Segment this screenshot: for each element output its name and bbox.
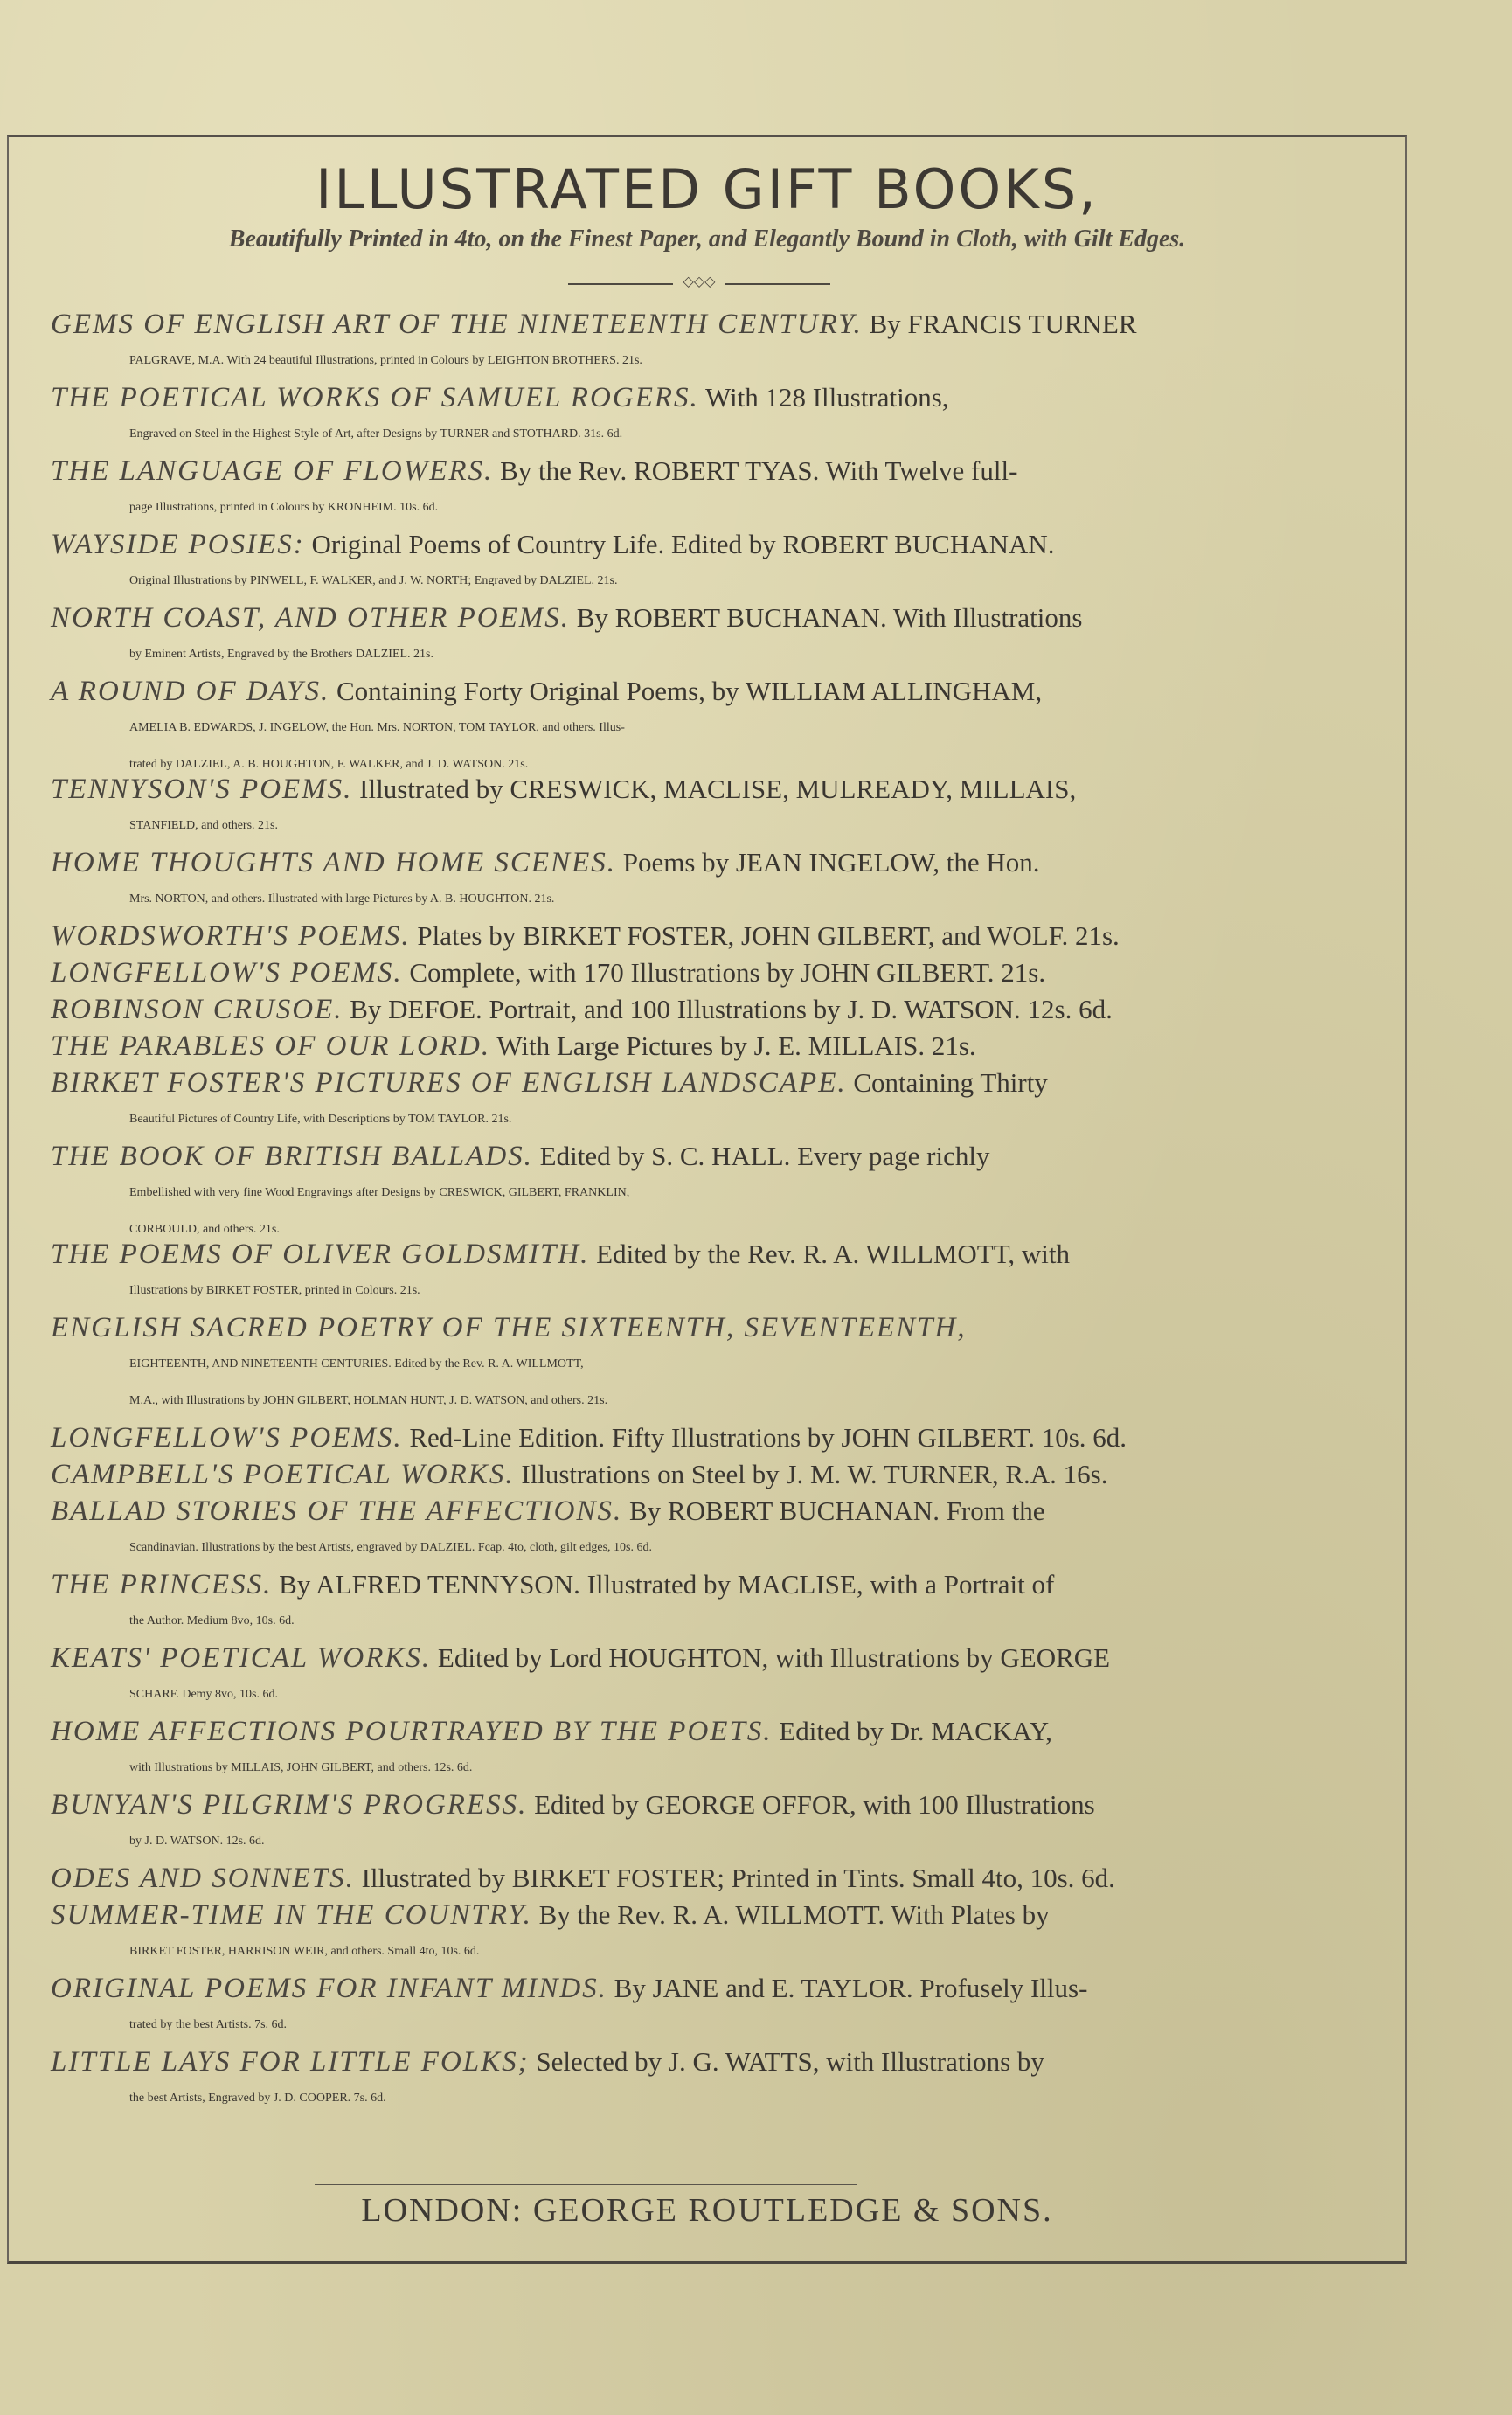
book-title: BALLAD STORIES OF THE AFFECTIONS.: [51, 1495, 623, 1527]
entry-first-line: [51, 844, 1362, 881]
book-entry: [51, 991, 1362, 1028]
page-title: ILLUSTRATED GIFT BOOKS,: [316, 157, 1099, 221]
book-description: Red-Line Edition. Fifty Illustrations by JOHN GILBERT. 10s. 6d.: [409, 1422, 1127, 1453]
book-description-continued: by Eminent Artists, Engraved by the Brothers DALZIEL. 21s.: [129, 648, 433, 661]
entry-first-line: [51, 1138, 1362, 1175]
book-entry: [51, 1028, 1362, 1065]
book-entry: [51, 379, 1362, 453]
book-title: BIRKET FOSTER'S PICTURES OF ENGLISH LANDSCAPE.: [51, 1067, 847, 1099]
book-title: THE LANGUAGE OF FLOWERS.: [51, 455, 494, 487]
entry-first-line: [51, 526, 1362, 563]
book-entry: [51, 1493, 1362, 1566]
book-entry: [51, 1456, 1362, 1493]
book-entry: [51, 1309, 1362, 1419]
book-entry: [51, 1138, 1362, 1248]
book-description: By the Rev. R. A. WILLMOTT. With Plates by: [538, 1899, 1050, 1930]
book-entry: [51, 1970, 1362, 2044]
book-title: TENNYSON'S POEMS.: [51, 774, 353, 805]
book-description: Edited by GEORGE OFFOR, with 100 Illustrations: [534, 1789, 1095, 1820]
ornament-icon: ◇◇◇: [683, 274, 716, 289]
book-title: THE POETICAL WORKS OF SAMUEL ROGERS.: [51, 382, 699, 413]
book-title: BUNYAN'S PILGRIM'S PROGRESS.: [51, 1789, 528, 1821]
book-description-continued: by J. D. WATSON. 12s. 6d.: [129, 1835, 265, 1848]
book-entry: [51, 306, 1362, 379]
entry-first-line: [51, 1236, 1362, 1273]
book-description: By FRANCIS TURNER: [869, 309, 1137, 339]
book-entry: [51, 1860, 1362, 1897]
footer-rule: [315, 2184, 857, 2185]
book-description: Containing Forty Original Poems, by WILLIAM ALLINGHAM,: [336, 676, 1043, 706]
book-description-continued: Mrs. NORTON, and others. Illustrated with large Pictures by A. B. HOUGHTON. 21s.: [129, 892, 555, 906]
entry-first-line: [51, 1493, 1362, 1530]
entry-first-line: [51, 1419, 1362, 1456]
book-description: By JANE and E. TAYLOR. Profusely Illus-: [614, 1973, 1088, 2003]
book-entry: [51, 673, 1362, 783]
book-description: Selected by J. G. WATTS, with Illustrations by: [536, 2046, 1044, 2077]
book-description-continued: SCHARF. Demy 8vo, 10s. 6d.: [129, 1688, 279, 1701]
entry-first-line: [51, 600, 1362, 636]
entry-first-line: [51, 306, 1362, 343]
book-entry: [51, 1065, 1362, 1138]
book-title: THE POEMS OF OLIVER GOLDSMITH.: [51, 1239, 590, 1270]
book-entry: [51, 1640, 1362, 1713]
book-description-continued: BIRKET FOSTER, HARRISON WEIR, and others. Small 4to, 10s. 6d.: [129, 1945, 480, 1958]
book-description: Edited by Dr. MACKAY,: [779, 1716, 1052, 1746]
book-description: Edited by Lord HOUGHTON, with Illustrations by GEORGE: [437, 1642, 1111, 1673]
book-description: Edited by S. C. HALL. Every page richly: [539, 1141, 990, 1171]
book-title: ODES AND SONNETS.: [51, 1863, 355, 1894]
book-description: Illustrated by BIRKET FOSTER; Printed in Tints. Small 4to, 10s. 6d.: [361, 1863, 1115, 1893]
book-title: A ROUND OF DAYS.: [51, 676, 330, 707]
book-entry: [51, 1236, 1362, 1309]
entry-first-line: [51, 1566, 1362, 1603]
book-description: Poems by JEAN INGELOW, the Hon.: [622, 847, 1040, 878]
book-description-continued: Beautiful Pictures of Country Life, with Descriptions by TOM TAYLOR. 21s.: [129, 1113, 512, 1126]
entry-first-line: [51, 379, 1362, 416]
book-entry: [51, 771, 1362, 844]
book-description: Plates by BIRKET FOSTER, JOHN GILBERT, and WOLF. 21s.: [417, 920, 1120, 951]
book-title: SUMMER-TIME IN THE COUNTRY.: [51, 1899, 532, 1931]
entry-first-line: [51, 1787, 1362, 1823]
book-title: HOME THOUGHTS AND HOME SCENES.: [51, 847, 616, 878]
book-title: THE PRINCESS.: [51, 1569, 273, 1600]
book-title: ORIGINAL POEMS FOR INFANT MINDS.: [51, 1973, 607, 2004]
book-entry: [51, 844, 1362, 918]
entry-first-line: [51, 1065, 1362, 1101]
book-title: ROBINSON CRUSOE.: [51, 994, 343, 1025]
book-title: NORTH COAST, AND OTHER POEMS.: [51, 602, 570, 634]
book-description-continued: the best Artists, Engraved by J. D. COOPER. 7s. 6d.: [129, 2092, 386, 2105]
book-title: ENGLISH SACRED POETRY OF THE SIXTEENTH, SEVENTEENTH,: [51, 1312, 967, 1343]
book-title: THE BOOK OF BRITISH BALLADS.: [51, 1141, 533, 1172]
entry-first-line: [51, 918, 1362, 954]
book-entry: [51, 1419, 1362, 1456]
book-description: Edited by the Rev. R. A. WILLMOTT, with: [596, 1239, 1070, 1269]
book-description-continued: trated by the best Artists. 7s. 6d.: [129, 2018, 288, 2031]
book-entry: [51, 954, 1362, 991]
book-description-continued: AMELIA B. EDWARDS, J. INGELOW, the Hon. Mrs. NORTON, TOM TAYLOR, and others. Illus-: [129, 721, 625, 734]
book-description: Illustrated by CRESWICK, MACLISE, MULREADY, MILLAIS,: [359, 774, 1077, 804]
book-description-continued: Illustrations by BIRKET FOSTER, printed in Colours. 21s.: [129, 1284, 420, 1297]
book-description: By ROBERT BUCHANAN. From the: [628, 1495, 1045, 1526]
entry-first-line: [51, 1713, 1362, 1750]
entry-first-line: [51, 2044, 1362, 2080]
book-entry: [51, 918, 1362, 954]
book-description: Illustrations on Steel by J. M. W. TURNER, R.A. 16s.: [521, 1459, 1108, 1489]
book-title: LONGFELLOW'S POEMS.: [51, 1422, 403, 1454]
book-description-continued: with Illustrations by MILLAIS, JOHN GILBERT, and others. 12s. 6d.: [129, 1761, 473, 1774]
book-description: With Large Pictures by J. E. MILLAIS. 21s.: [496, 1031, 976, 1061]
book-entry: [51, 526, 1362, 600]
book-description: Containing Thirty: [853, 1067, 1048, 1098]
entry-first-line: [51, 954, 1362, 991]
book-title: THE PARABLES OF OUR LORD.: [51, 1031, 491, 1062]
book-description-continued: EIGHTEENTH, AND NINETEENTH CENTURIES. Edited by the Rev. R. A. WILLMOTT,: [129, 1357, 584, 1371]
entry-first-line: [51, 1860, 1362, 1897]
book-description-continued: Original Illustrations by PINWELL, F. WALKER, and J. W. NORTH; Engraved by DALZIEL. 21s.: [129, 574, 618, 587]
publisher-imprint: LONDON: GEORGE ROUTLEDGE & SONS.: [361, 2192, 1053, 2229]
entry-first-line: [51, 1970, 1362, 2007]
book-description: With 128 Illustrations,: [704, 382, 949, 413]
book-description: By ALFRED TENNYSON. Illustrated by MACLISE, with a Portrait of: [279, 1569, 1055, 1600]
entry-first-line: [51, 1897, 1362, 1933]
book-description: By the Rev. ROBERT TYAS. With Twelve full-: [500, 455, 1018, 486]
entry-first-line: [51, 771, 1362, 808]
book-description: By DEFOE. Portrait, and 100 Illustrations by J. D. WATSON. 12s. 6d.: [350, 994, 1113, 1024]
book-title: LITTLE LAYS FOR LITTLE FOLKS;: [51, 2046, 530, 2078]
book-description-continued: CORBOULD, and others. 21s.: [129, 1223, 280, 1236]
entry-first-line: [51, 673, 1362, 710]
entry-first-line: [51, 1640, 1362, 1676]
book-description-continued: STANFIELD, and others. 21s.: [129, 819, 278, 832]
book-description-continued: Engraved on Steel in the Highest Style of Art, after Designs by TURNER and STOTHARD. 31s. 6d.: [129, 427, 623, 441]
entry-first-line: [51, 1456, 1362, 1493]
book-title: HOME AFFECTIONS POURTRAYED BY THE POETS.: [51, 1716, 773, 1747]
book-title: WORDSWORTH'S POEMS.: [51, 920, 411, 952]
book-description: Original Poems of Country Life. Edited by ROBERT BUCHANAN.: [311, 529, 1055, 559]
book-description: By ROBERT BUCHANAN. With Illustrations: [576, 602, 1083, 633]
book-entry: [51, 453, 1362, 526]
book-entry: [51, 1566, 1362, 1640]
book-description-continued: Scandinavian. Illustrations by the best Artists, engraved by DALZIEL. Fcap. 4to, cloth, gilt edges, 10s. 6d.: [129, 1541, 653, 1554]
book-entry: [51, 1713, 1362, 1787]
book-description: Complete, with 170 Illustrations by JOHN GILBERT. 21s.: [409, 957, 1046, 988]
book-title: GEMS OF ENGLISH ART OF THE NINETEENTH CENTURY.: [51, 309, 863, 340]
entry-first-line: [51, 1309, 1362, 1346]
entry-first-line: [51, 1028, 1362, 1065]
entry-first-line: [51, 991, 1362, 1028]
page-subtitle: Beautifully Printed in 4to, on the Finest Paper, and Elegantly Bound in Cloth, with Gilt Edges.: [228, 226, 1186, 253]
book-entry: [51, 1787, 1362, 1860]
book-description-continued: page Illustrations, printed in Colours by KRONHEIM. 10s. 6d.: [129, 501, 439, 514]
book-title: LONGFELLOW'S POEMS.: [51, 957, 403, 989]
book-entry: [51, 2044, 1362, 2117]
book-description-continued: trated by DALZIEL, A. B. HOUGHTON, F. WALKER, and J. D. WATSON. 21s.: [129, 758, 529, 771]
book-entry: [51, 1897, 1362, 1970]
book-title: WAYSIDE POSIES:: [51, 529, 305, 560]
book-description-continued: M.A., with Illustrations by JOHN GILBERT, HOLMAN HUNT, J. D. WATSON, and others. 21s.: [129, 1394, 608, 1407]
book-description-continued: PALGRAVE, M.A. With 24 beautiful Illustrations, printed in Colours by LEIGHTON BROTHERS. 21s.: [129, 354, 642, 367]
book-description-continued: Embellished with very fine Wood Engravings after Designs by CRESWICK, GILBERT, FRANKLIN,: [129, 1186, 630, 1199]
entry-first-line: [51, 453, 1362, 489]
book-title: CAMPBELL'S POETICAL WORKS.: [51, 1459, 515, 1490]
book-title: KEATS' POETICAL WORKS.: [51, 1642, 432, 1674]
book-entry: [51, 600, 1362, 673]
book-description-continued: the Author. Medium 8vo, 10s. 6d.: [129, 1614, 295, 1627]
